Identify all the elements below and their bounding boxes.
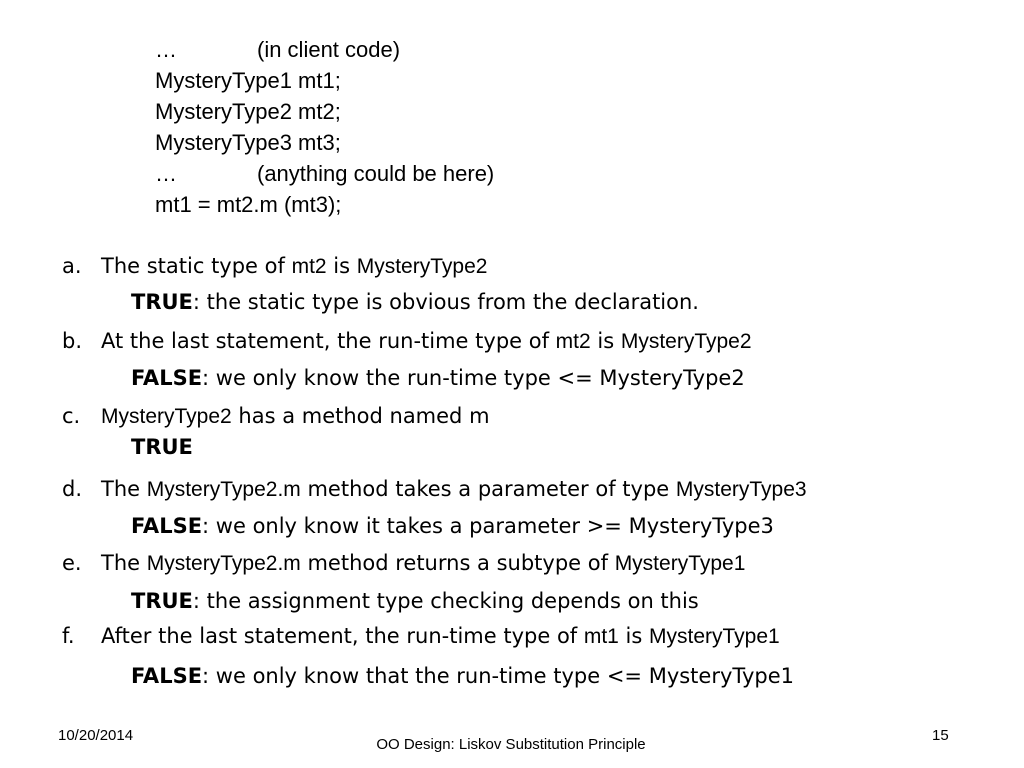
slide-number: 15	[932, 727, 949, 744]
question-marker: a.	[62, 254, 82, 278]
verdict-label: TRUE	[131, 589, 193, 613]
question-text: The	[101, 477, 147, 501]
answer-f	[131, 664, 794, 688]
question-a	[62, 254, 487, 279]
question-b	[62, 329, 752, 354]
code-ref: MysteryType3	[675, 478, 807, 501]
question-e	[62, 551, 745, 576]
question-marker: e.	[62, 551, 82, 575]
code-ref: MysteryType2.m	[146, 552, 301, 575]
question-marker: c.	[62, 404, 81, 428]
question-text: The	[101, 551, 147, 575]
footer-date: 10/20/2014	[58, 727, 134, 744]
code-line	[155, 158, 494, 189]
question-text: method takes a parameter of type	[300, 477, 676, 501]
footer-title: OO Design: Liskov Substitution Principle	[376, 736, 646, 753]
question-f	[62, 624, 780, 649]
code-ref: MysteryType2	[620, 330, 752, 353]
question-d	[62, 477, 807, 502]
question-marker: f.	[62, 624, 75, 648]
question-text: is	[618, 624, 650, 648]
question-text: is	[326, 254, 357, 278]
answer-a	[131, 290, 699, 314]
code-left: …	[155, 161, 177, 186]
code-ref: mt2	[555, 330, 591, 353]
answer-explanation: : we only know it takes a parameter >= MysteryType3	[202, 514, 774, 538]
code-ref: MysteryType2	[101, 405, 232, 428]
question-marker: b.	[62, 329, 83, 353]
question-text: The static type of	[101, 254, 292, 278]
code-ref: MysteryType2	[356, 255, 488, 278]
code-comment: (anything could be here)	[257, 161, 495, 186]
verdict-label: FALSE	[131, 664, 203, 688]
verdict-label: FALSE	[131, 514, 203, 538]
code-comment: (in client code)	[257, 37, 401, 62]
verdict-label: FALSE	[131, 366, 203, 390]
verdict-label: TRUE	[131, 290, 193, 314]
client-code-block	[155, 34, 494, 220]
verdict-label: TRUE	[131, 435, 193, 459]
code-ref: mt1	[583, 625, 619, 648]
code-line	[155, 34, 494, 65]
code-left: MysteryType3 mt3;	[155, 130, 341, 155]
code-left: MysteryType1 mt1;	[155, 68, 341, 93]
answer-explanation: : we only know the run-time type <= MysteryType2	[202, 366, 745, 390]
code-line	[155, 189, 494, 220]
code-ref: MysteryType2.m	[146, 478, 301, 501]
code-ref: MysteryType1	[649, 625, 780, 648]
question-text: is	[590, 329, 621, 353]
code-left: mt1 = mt2.m (mt3);	[155, 192, 342, 217]
question-marker: d.	[62, 477, 83, 501]
question-text: method returns a subtype of	[300, 551, 615, 575]
answer-c	[131, 435, 193, 459]
answer-explanation: : we only know that the run-time type <= MysteryType1	[202, 664, 794, 688]
answer-e	[131, 589, 699, 613]
code-line	[155, 127, 494, 158]
question-text: At the last statement, the run-time type of	[101, 329, 556, 353]
code-left: …	[155, 37, 177, 62]
code-ref: MysteryType1	[614, 552, 746, 575]
code-line	[155, 65, 494, 96]
answer-explanation: : the assignment type checking depends on this	[192, 589, 699, 613]
question-c	[62, 404, 490, 429]
code-line	[155, 96, 494, 127]
code-ref: mt2	[291, 255, 327, 278]
question-text: has a method named m	[231, 404, 490, 428]
answer-d	[131, 514, 774, 538]
question-text: After the last statement, the run-time type of	[101, 624, 584, 648]
answer-explanation: : the static type is obvious from the declaration.	[192, 290, 699, 314]
code-left: MysteryType2 mt2;	[155, 99, 341, 124]
answer-b	[131, 366, 745, 390]
